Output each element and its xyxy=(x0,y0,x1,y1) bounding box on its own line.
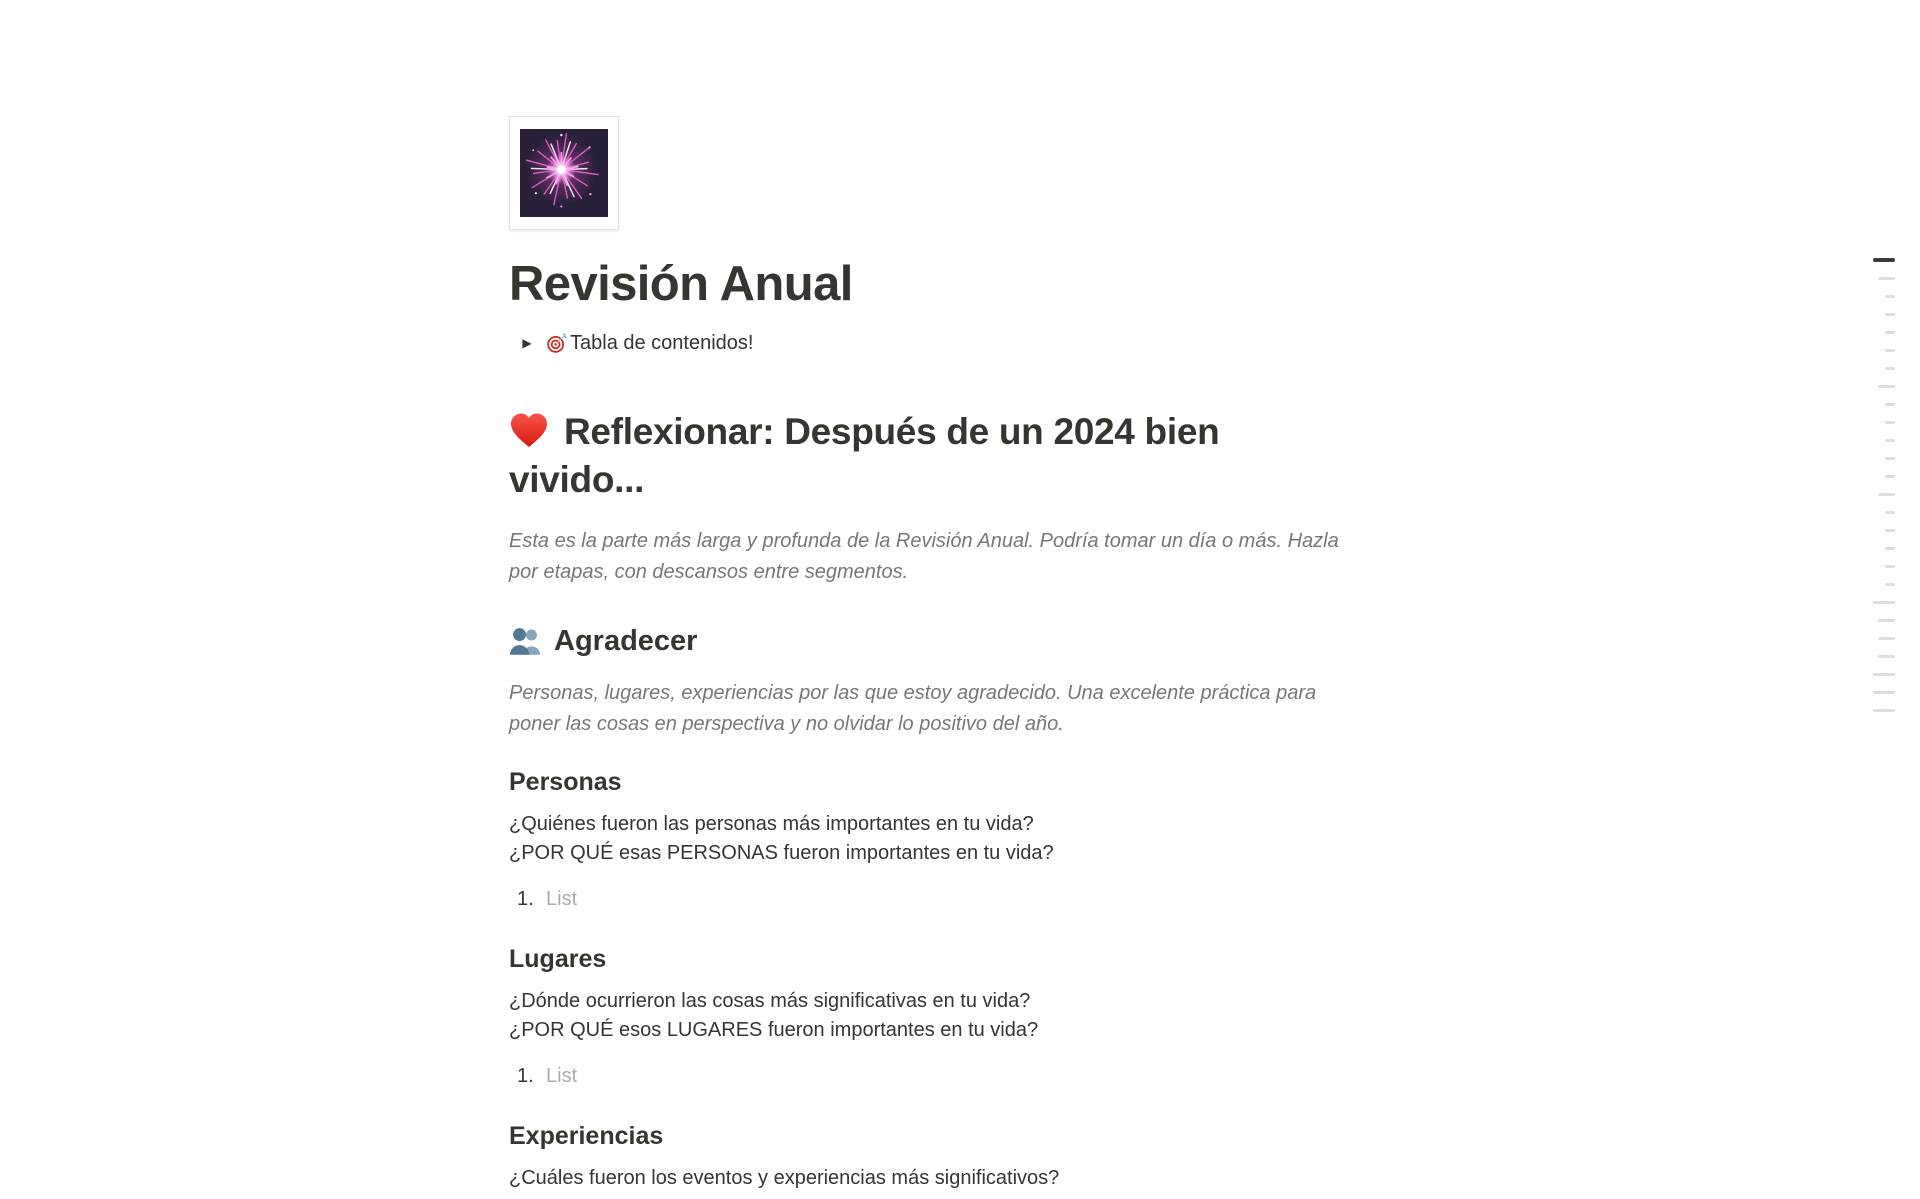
toc-dash[interactable] xyxy=(1878,493,1895,496)
busts-in-silhouette-icon xyxy=(509,626,542,656)
toc-toggle-label[interactable]: Tabla de contenidos! xyxy=(570,332,754,354)
heading-agradecer[interactable] xyxy=(509,622,1354,660)
personas-numbered-list-item[interactable] xyxy=(509,885,1354,913)
toc-dash[interactable] xyxy=(1885,295,1895,298)
experiencias-questions[interactable] xyxy=(509,1164,1354,1193)
toc-dash[interactable] xyxy=(1885,421,1895,424)
notion-page-body xyxy=(509,116,1354,1193)
toc-dash[interactable] xyxy=(1885,349,1895,352)
fireworks-photo-icon xyxy=(520,127,608,219)
question-line: ¿POR QUÉ esos LUGARES fueron importantes en tu vida? xyxy=(509,1018,1039,1041)
lugares-questions[interactable] xyxy=(509,987,1354,1044)
toc-dash[interactable] xyxy=(1885,367,1895,370)
question-line: ¿Cuáles fueron los eventos y experiencias más significativos? xyxy=(509,1167,1060,1189)
list-item-placeholder[interactable]: List xyxy=(546,1065,578,1087)
toc-rail[interactable] xyxy=(1873,258,1895,712)
toc-dash[interactable] xyxy=(1873,673,1895,676)
toc-dash[interactable] xyxy=(1885,313,1895,316)
dart-target-icon xyxy=(546,332,568,354)
toc-dash[interactable] xyxy=(1885,529,1895,532)
toc-toggle-block xyxy=(509,328,1354,358)
list-item-number: 1. xyxy=(517,888,534,910)
list-item-placeholder[interactable]: List xyxy=(546,888,578,910)
toc-dash[interactable] xyxy=(1885,583,1895,586)
heading-personas[interactable]: Personas xyxy=(509,768,622,796)
question-line: ¿POR QUÉ esas PERSONAS fueron importantes en tu vida? xyxy=(509,841,1054,864)
lugares-numbered-list-item[interactable] xyxy=(509,1062,1354,1090)
toc-dash[interactable] xyxy=(1873,709,1895,712)
toc-dash[interactable] xyxy=(1885,457,1895,460)
toc-dash[interactable] xyxy=(1885,403,1895,406)
toc-dash[interactable] xyxy=(1885,475,1895,478)
toc-dash[interactable] xyxy=(1878,385,1895,388)
heading-reflexionar[interactable] xyxy=(509,408,1354,504)
red-heart-icon xyxy=(509,411,549,449)
toc-dash[interactable] xyxy=(1878,637,1895,640)
agradecer-intro-text[interactable]: Personas, lugares, experiencias por las que estoy agradecido. Una excelente práctica para poner las cosas en perspectiva y no olvidar lo positivo del año. xyxy=(509,682,1317,735)
heading-agradecer-text: Agradecer xyxy=(554,625,698,657)
toc-dash[interactable] xyxy=(1885,439,1895,442)
page-icon[interactable] xyxy=(509,116,619,230)
toc-dash[interactable] xyxy=(1885,331,1895,334)
heading-experiencias[interactable]: Experiencias xyxy=(509,1122,664,1150)
heading-lugares[interactable]: Lugares xyxy=(509,945,607,973)
reflexionar-intro-text[interactable]: Esta es la parte más larga y profunda de la Revisión Anual. Podría tomar un día o más. Hazla por etapas, con descansos entre segmentos. xyxy=(509,530,1339,583)
toc-dash[interactable] xyxy=(1873,691,1895,694)
list-item-number: 1. xyxy=(517,1065,534,1087)
toggle-collapsed-arrow-icon[interactable]: ▶ xyxy=(522,336,532,350)
heading-reflexionar-text: Reflexionar: Después de un 2024 bien vivido... xyxy=(509,411,1220,500)
toc-dash[interactable] xyxy=(1873,601,1895,604)
toc-dash[interactable] xyxy=(1878,277,1895,280)
toc-dash[interactable] xyxy=(1885,565,1895,568)
toc-dash[interactable] xyxy=(1873,258,1895,262)
page-title[interactable]: Revisión Anual xyxy=(509,257,853,311)
toc-dash[interactable] xyxy=(1878,655,1895,658)
toc-dash[interactable] xyxy=(1878,619,1895,622)
question-line: ¿Quiénes fueron las personas más importantes en tu vida? xyxy=(509,813,1034,835)
toc-dash[interactable] xyxy=(1885,511,1895,514)
question-line: ¿Dónde ocurrieron las cosas más significativas en tu vida? xyxy=(509,990,1031,1012)
toc-dash[interactable] xyxy=(1885,547,1895,550)
personas-questions[interactable] xyxy=(509,810,1354,867)
